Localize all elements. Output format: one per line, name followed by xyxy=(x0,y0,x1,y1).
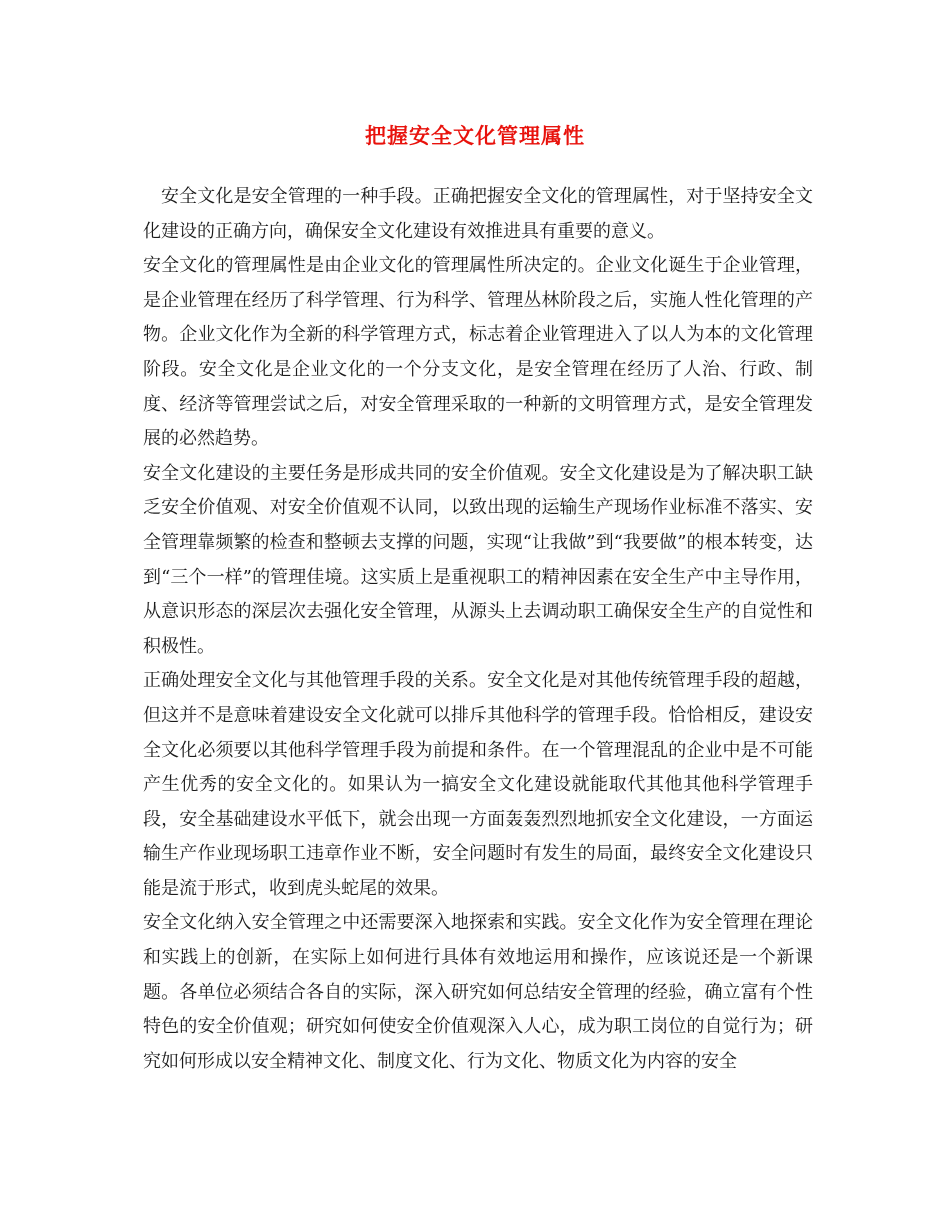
paragraph-exploration: 安全文化纳入安全管理之中还需要深入地探索和实践。安全文化作为安全管理在理论和实践上的创新，在实际上如何进行具体有效地运用和操作，应该说还是一个新课题。各单位必须结合各自的实际，深入研究如何总结安全管理的经验，确立富有个性特色的安全价值观；研究如何使安全价值观深入人心，成为职工岗位的自觉行为；研究如何形成以安全精神文化、制度文化、行为文化、物质文化为内容的安全 xyxy=(143,912,813,1072)
document-body xyxy=(143,180,813,1079)
document-title: 把握安全文化管理属性 xyxy=(365,123,585,148)
paragraph-management-attribute: 安全文化的管理属性是由企业文化的管理属性所决定的。企业文化诞生于企业管理，是企业管理在经历了科学管理、行为科学、管理丛林阶段之后，实施人性化管理的产物。企业文化作为全新的科学管理方式，标志着企业管理进入了以人为本的文化管理阶段。安全文化是企业文化的一个分支文化，是安全管理在经历了人治、行政、制度、经济等管理尝试之后，对安全管理采取的一种新的文明管理方式，是安全管理发展的必然趋势。 xyxy=(143,255,813,450)
paragraph-intro: 安全文化是安全管理的一种手段。正确把握安全文化的管理属性，对于坚持安全文化建设的正确方向，确保安全文化建设有效推进具有重要的意义。 xyxy=(143,186,813,242)
paragraph-relationship: 正确处理安全文化与其他管理手段的关系。安全文化是对其他传统管理手段的超越，但这并不是意味着建设安全文化就可以排斥其他科学的管理手段。恰恰相反，建设安全文化必须要以其他科学管理手段为前提和条件。在一个管理混乱的企业中是不可能产生优秀的安全文化的。如果认为一搞安全文化建设就能取代其他其他科学管理手段，安全基础建设水平低下，就会出现一方面轰轰烈烈地抓安全文化建设，一方面运输生产作业现场职工违章作业不断，安全问题时有发生的局面，最终安全文化建设只能是流于形式，收到虎头蛇尾的效果。 xyxy=(143,670,813,899)
paragraph-main-task: 安全文化建设的主要任务是形成共同的安全价值观。安全文化建设是为了解决职工缺乏安全价值观、对安全价值观不认同，以致出现的运输生产现场作业标准不落实、安全管理靠频繁的检查和整顿去支撑的问题，实现“让我做”到“我要做”的根本转变，达到“三个一样”的管理佳境。这实质上是重视职工的精神因素在安全生产中主导作用，从意识形态的深层次去强化安全管理，从源头上去调动职工确保安全生产的自觉性和积极性。 xyxy=(143,462,813,657)
